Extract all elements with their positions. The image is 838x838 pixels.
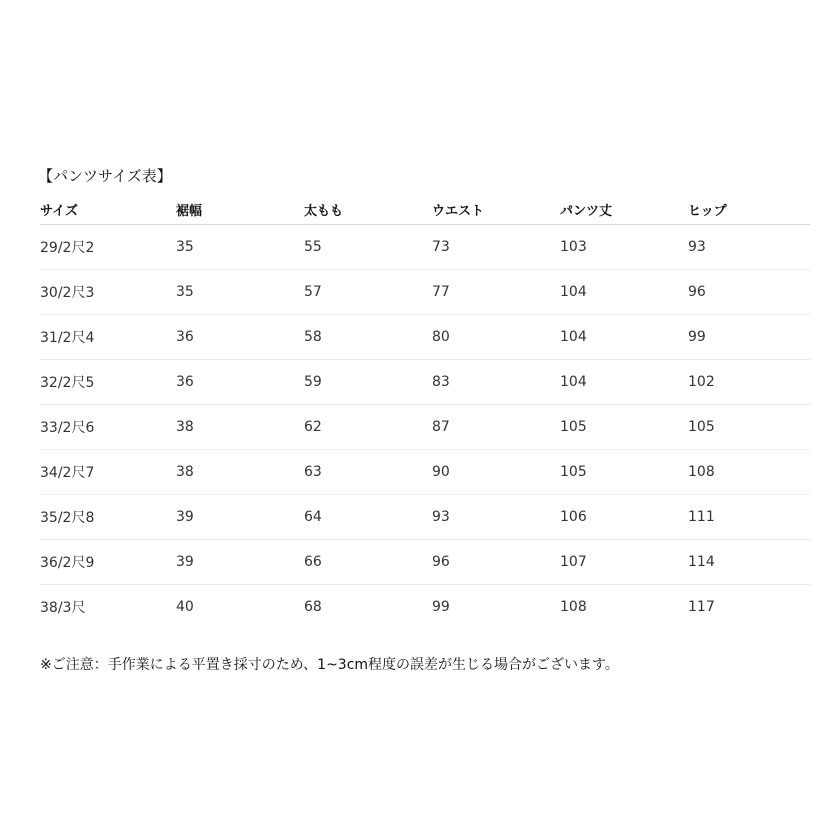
cell-thigh: 63 — [304, 450, 432, 495]
table-row — [40, 270, 810, 315]
table-row — [40, 495, 810, 540]
header-size: サイズ — [40, 195, 176, 225]
cell-hip: 117 — [688, 599, 715, 615]
cell-waist: 80 — [432, 315, 560, 360]
cell-waist: 90 — [432, 450, 560, 495]
cell-pants-length: 107 — [560, 540, 688, 585]
cell-waist: 73 — [432, 225, 560, 270]
cell-hip: 111 — [688, 495, 810, 540]
cell-size: 38/3尺 — [40, 600, 86, 616]
cell-hem-width: 36 — [176, 360, 304, 405]
cell-waist: 77 — [432, 270, 560, 315]
cell-size: 36/2尺9 — [40, 540, 176, 585]
cell-waist: 93 — [432, 495, 560, 540]
cell-waist: 83 — [432, 360, 560, 405]
measurement-note: ※ご注意：手作業による平置き採寸のため、1~3cm程度の誤差が生じる場合がございます。 — [40, 657, 619, 673]
header-thigh: 太もも — [304, 195, 432, 225]
cell-hip: 114 — [688, 540, 810, 585]
cell-size: 30/2尺3 — [40, 270, 176, 315]
cell-pants-length: 103 — [560, 225, 688, 270]
header-hem-width: 裾幅 — [176, 195, 304, 225]
table-header-row — [40, 195, 810, 225]
size-table — [40, 195, 810, 629]
cell-waist: 87 — [432, 405, 560, 450]
cell-size: 31/2尺4 — [40, 315, 176, 360]
cell-hip: 96 — [688, 270, 810, 315]
cell-pants-length: 105 — [560, 450, 688, 495]
cell-thigh: 55 — [304, 225, 432, 270]
cell-pants-length: 104 — [560, 360, 688, 405]
cell-hip: 99 — [688, 315, 810, 360]
cell-waist: 99 — [432, 599, 450, 615]
cell-hem-width: 38 — [176, 450, 304, 495]
cell-size: 32/2尺5 — [40, 360, 176, 405]
cell-hem-width: 36 — [176, 315, 304, 360]
table-row — [40, 585, 810, 630]
cell-thigh: 62 — [304, 405, 432, 450]
cell-thigh: 58 — [304, 315, 432, 360]
table-row — [40, 360, 810, 405]
cell-pants-length: 105 — [560, 405, 688, 450]
cell-hem-width: 35 — [176, 270, 304, 315]
header-pants-length: パンツ丈 — [560, 195, 688, 225]
table-row — [40, 225, 810, 270]
page-title: 【パンツサイズ表】 — [38, 167, 172, 185]
cell-thigh: 57 — [304, 270, 432, 315]
header-hip: ヒップ — [688, 195, 810, 225]
table-row — [40, 450, 810, 495]
header-waist: ウエスト — [432, 195, 560, 225]
cell-waist: 96 — [432, 540, 560, 585]
cell-pants-length: 104 — [560, 270, 688, 315]
cell-hem-width: 39 — [176, 495, 304, 540]
cell-hip: 108 — [688, 450, 810, 495]
cell-hem-width: 35 — [176, 225, 304, 270]
table-row — [40, 315, 810, 360]
table-row — [40, 405, 810, 450]
cell-size: 33/2尺6 — [40, 405, 176, 450]
cell-pants-length: 108 — [560, 599, 587, 615]
table-row — [40, 540, 810, 585]
cell-hem-width: 39 — [176, 540, 304, 585]
cell-size: 34/2尺7 — [40, 450, 176, 495]
cell-hem-width: 38 — [176, 405, 304, 450]
cell-thigh: 66 — [304, 540, 432, 585]
cell-size: 35/2尺8 — [40, 495, 176, 540]
cell-size: 29/2尺2 — [40, 225, 176, 270]
cell-hem-width: 40 — [176, 599, 194, 615]
cell-thigh: 64 — [304, 495, 432, 540]
cell-thigh: 59 — [304, 360, 432, 405]
cell-thigh: 68 — [304, 599, 322, 615]
cell-hip: 93 — [688, 225, 810, 270]
cell-hip: 102 — [688, 360, 810, 405]
cell-pants-length: 106 — [560, 495, 688, 540]
cell-hip: 105 — [688, 405, 810, 450]
cell-pants-length: 104 — [560, 315, 688, 360]
